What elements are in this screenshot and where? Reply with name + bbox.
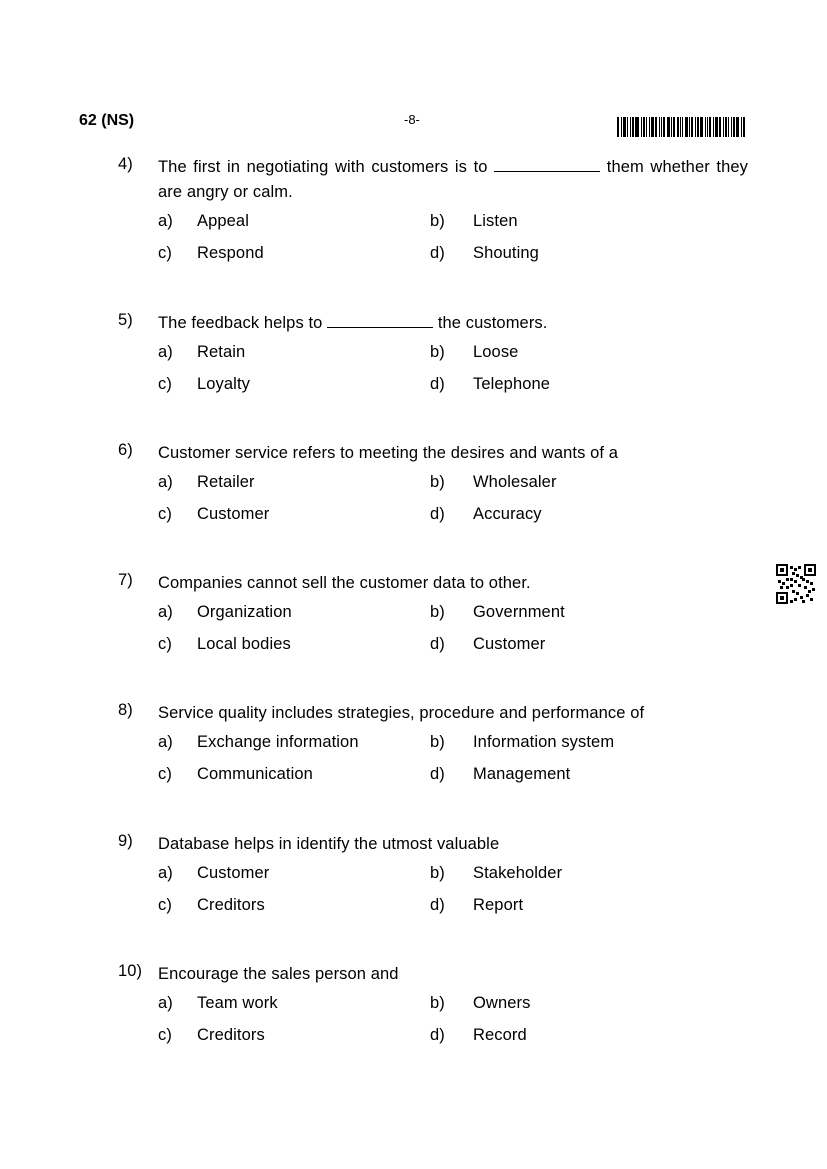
question-text-before: Service quality includes strategies, procedure and performance of bbox=[158, 704, 645, 722]
option-text: Organization bbox=[197, 603, 292, 621]
qr-module bbox=[798, 566, 801, 569]
qr-module bbox=[808, 568, 812, 572]
barcode-bar bbox=[700, 117, 703, 137]
qr-module bbox=[806, 580, 809, 583]
option-letter: d) bbox=[430, 635, 445, 653]
option-text: Exchange information bbox=[197, 733, 359, 751]
option-letter: a) bbox=[158, 864, 173, 882]
option-text: Local bodies bbox=[197, 635, 291, 653]
question-number: 6) bbox=[118, 441, 133, 459]
qr-module bbox=[794, 598, 797, 601]
question-text bbox=[158, 571, 748, 596]
barcode-bar bbox=[691, 117, 693, 137]
option-text: Owners bbox=[473, 994, 531, 1012]
barcode-bar bbox=[663, 117, 665, 137]
answer-option bbox=[0, 733, 827, 755]
option-letter: b) bbox=[430, 994, 445, 1012]
qr-module bbox=[778, 580, 781, 583]
question-text bbox=[158, 701, 748, 726]
answer-option bbox=[0, 765, 827, 787]
qr-module bbox=[812, 588, 815, 591]
option-letter: c) bbox=[158, 244, 172, 262]
barcode-bar bbox=[671, 117, 672, 137]
qr-module bbox=[794, 568, 797, 571]
barcode-bar bbox=[651, 117, 654, 137]
barcode bbox=[617, 117, 751, 137]
question-number: 10) bbox=[118, 962, 143, 980]
barcode-bar bbox=[621, 117, 622, 137]
barcode-bar bbox=[733, 117, 735, 137]
answer-option bbox=[0, 864, 827, 886]
question-text-before: Companies cannot sell the customer data to other. bbox=[158, 574, 531, 592]
answer-option bbox=[0, 244, 827, 266]
qr-module bbox=[780, 596, 784, 600]
option-text: Loose bbox=[473, 343, 519, 361]
barcode-bar bbox=[635, 117, 639, 137]
option-text: Listen bbox=[473, 212, 518, 230]
option-text: Government bbox=[473, 603, 565, 621]
qr-module bbox=[792, 590, 795, 593]
option-text: Stakeholder bbox=[473, 864, 563, 882]
answer-option bbox=[0, 473, 827, 495]
barcode-bar bbox=[736, 117, 739, 137]
barcode-bar bbox=[659, 117, 660, 137]
barcode-bar bbox=[661, 117, 662, 137]
option-letter: d) bbox=[430, 1026, 445, 1044]
answer-option bbox=[0, 994, 827, 1016]
option-letter: a) bbox=[158, 994, 173, 1012]
question-text-before: Customer service refers to meeting the desires and wants of a bbox=[158, 444, 619, 462]
option-letter: b) bbox=[430, 343, 445, 361]
answer-option bbox=[0, 505, 827, 527]
barcode-bar bbox=[741, 117, 742, 137]
qr-module bbox=[790, 566, 793, 569]
barcode-bar bbox=[731, 117, 732, 137]
option-letter: b) bbox=[430, 473, 445, 491]
option-text: Accuracy bbox=[473, 505, 542, 523]
qr-module bbox=[806, 594, 809, 597]
answer-option bbox=[0, 343, 827, 365]
barcode-bar bbox=[655, 117, 657, 137]
barcode-bar bbox=[627, 117, 628, 137]
question-number: 4) bbox=[118, 155, 133, 173]
option-text: Creditors bbox=[197, 1026, 265, 1044]
question-text-before: The first in negotiating with customers is to bbox=[158, 158, 488, 176]
option-letter: b) bbox=[430, 864, 445, 882]
answer-option bbox=[0, 375, 827, 397]
option-letter: c) bbox=[158, 765, 172, 783]
option-letter: d) bbox=[430, 765, 445, 783]
page-number: -8- bbox=[404, 112, 420, 127]
option-text: Wholesaler bbox=[473, 473, 557, 491]
barcode-bar bbox=[725, 117, 727, 137]
barcode-bar bbox=[682, 117, 683, 137]
option-letter: a) bbox=[158, 343, 173, 361]
option-letter: d) bbox=[430, 244, 445, 262]
option-letter: d) bbox=[430, 505, 445, 523]
option-text: Retain bbox=[197, 343, 246, 361]
barcode-bar bbox=[673, 117, 675, 137]
barcode-bar bbox=[707, 117, 708, 137]
option-letter: c) bbox=[158, 635, 172, 653]
question-text-before: Database helps in identify the utmost valuable bbox=[158, 835, 500, 853]
question-text bbox=[158, 832, 748, 857]
barcode-bar bbox=[641, 117, 642, 137]
option-text: Creditors bbox=[197, 896, 265, 914]
barcode-bar bbox=[719, 117, 721, 137]
option-text: Appeal bbox=[197, 212, 249, 230]
option-text: Communication bbox=[197, 765, 313, 783]
option-text: Report bbox=[473, 896, 524, 914]
option-text: Respond bbox=[197, 244, 264, 262]
answer-option bbox=[0, 896, 827, 918]
option-letter: d) bbox=[430, 896, 445, 914]
answer-option bbox=[0, 603, 827, 625]
barcode-bar bbox=[643, 117, 645, 137]
option-letter: b) bbox=[430, 603, 445, 621]
question-text bbox=[158, 311, 748, 336]
barcode-bar bbox=[632, 117, 634, 137]
qr-module bbox=[796, 574, 799, 577]
barcode-bar bbox=[649, 117, 650, 137]
answer-option bbox=[0, 212, 827, 234]
qr-module bbox=[810, 598, 813, 601]
qr-module bbox=[786, 586, 789, 589]
qr-module bbox=[782, 582, 785, 585]
option-text: Record bbox=[473, 1026, 527, 1044]
qr-module bbox=[804, 586, 807, 589]
question-text bbox=[158, 441, 748, 466]
qr-module bbox=[794, 580, 797, 583]
question-number: 8) bbox=[118, 701, 133, 719]
option-letter: a) bbox=[158, 473, 173, 491]
option-letter: c) bbox=[158, 505, 172, 523]
option-letter: a) bbox=[158, 212, 173, 230]
question-text bbox=[158, 962, 748, 987]
option-letter: a) bbox=[158, 733, 173, 751]
option-letter: c) bbox=[158, 1026, 172, 1044]
barcode-bar bbox=[617, 117, 619, 137]
barcode-bar bbox=[713, 117, 714, 137]
barcode-bar bbox=[743, 117, 745, 137]
answer-blank bbox=[494, 157, 600, 172]
option-text: Retailer bbox=[197, 473, 255, 491]
question-text-after: them whether they are angry or calm. bbox=[158, 158, 748, 201]
barcode-bar bbox=[689, 117, 690, 137]
qr-code bbox=[776, 564, 816, 604]
option-text: Information system bbox=[473, 733, 615, 751]
barcode-bar bbox=[685, 117, 688, 137]
option-text: Shouting bbox=[473, 244, 539, 262]
option-letter: d) bbox=[430, 375, 445, 393]
barcode-bar bbox=[630, 117, 631, 137]
answer-option bbox=[0, 1026, 827, 1048]
qr-module bbox=[780, 568, 784, 572]
option-letter: a) bbox=[158, 603, 173, 621]
option-text: Customer bbox=[197, 505, 270, 523]
barcode-bar bbox=[723, 117, 724, 137]
answer-option bbox=[0, 635, 827, 657]
qr-module bbox=[780, 586, 783, 589]
qr-module bbox=[786, 578, 789, 581]
qr-module bbox=[796, 592, 799, 595]
barcode-bar bbox=[680, 117, 681, 137]
option-letter: b) bbox=[430, 733, 445, 751]
barcode-bar bbox=[715, 117, 718, 137]
question-text bbox=[158, 155, 748, 205]
option-text: Team work bbox=[197, 994, 278, 1012]
option-letter: c) bbox=[158, 375, 172, 393]
barcode-bar bbox=[667, 117, 670, 137]
question-number: 9) bbox=[118, 832, 133, 850]
option-letter: c) bbox=[158, 896, 172, 914]
qr-module bbox=[790, 578, 793, 581]
question-text-after: the customers. bbox=[437, 314, 548, 332]
qr-module bbox=[802, 578, 805, 581]
option-text: Loyalty bbox=[197, 375, 250, 393]
question-text-before: The feedback helps to bbox=[158, 314, 323, 332]
option-letter: b) bbox=[430, 212, 445, 230]
paper-code: 62 (NS) bbox=[79, 112, 135, 129]
barcode-bar bbox=[677, 117, 679, 137]
barcode-bar bbox=[728, 117, 729, 137]
question-number: 5) bbox=[118, 311, 133, 329]
qr-module bbox=[792, 572, 795, 575]
barcode-bar bbox=[623, 117, 626, 137]
answer-blank bbox=[327, 313, 433, 328]
option-text: Customer bbox=[473, 635, 546, 653]
question-text-before: Encourage the sales person and bbox=[158, 965, 399, 983]
barcode-bar bbox=[695, 117, 696, 137]
barcode-bar bbox=[709, 117, 711, 137]
question-number: 7) bbox=[118, 571, 133, 589]
option-text: Customer bbox=[197, 864, 270, 882]
qr-module bbox=[808, 590, 811, 593]
barcode-bar bbox=[705, 117, 706, 137]
qr-module bbox=[800, 596, 803, 599]
option-text: Telephone bbox=[473, 375, 551, 393]
qr-module bbox=[810, 582, 813, 585]
barcode-bar bbox=[646, 117, 647, 137]
option-text: Management bbox=[473, 765, 571, 783]
qr-module bbox=[798, 584, 801, 587]
barcode-bar bbox=[697, 117, 699, 137]
qr-module bbox=[790, 584, 793, 587]
